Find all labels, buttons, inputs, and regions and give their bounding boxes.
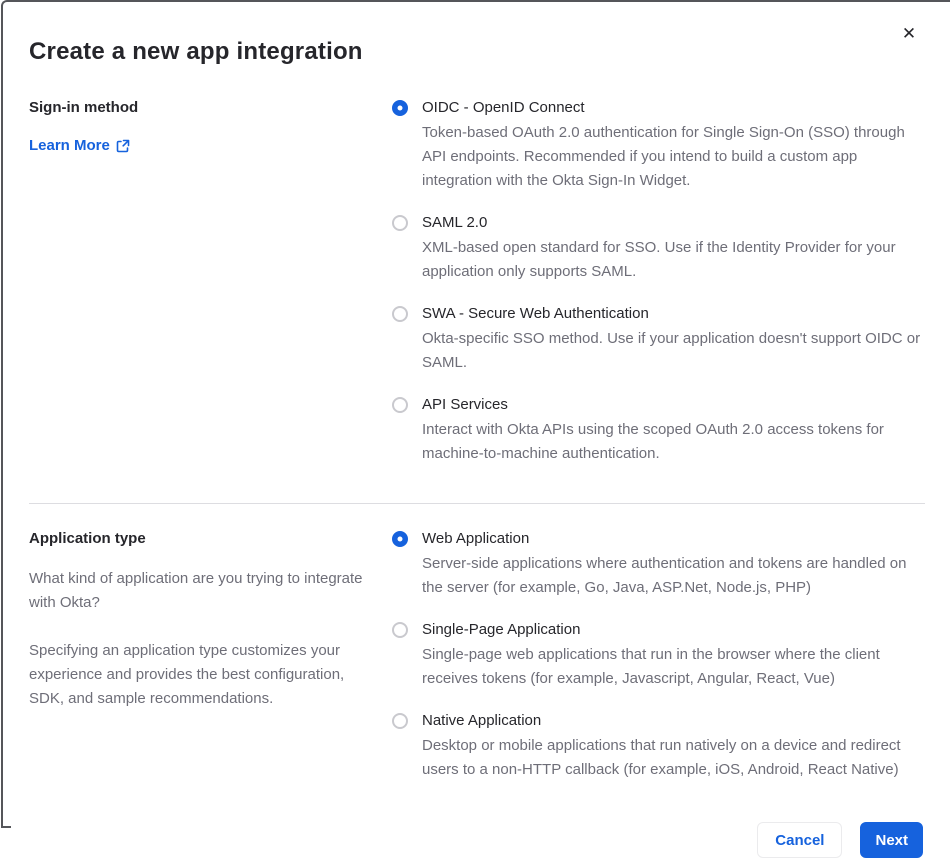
option-single-page-application-description: Single-page web applications that run in the browser where the client receives tokens (for example, Javascript, Angular, React, Vue) [422,646,880,687]
option-native-application[interactable] [392,710,925,782]
option-single-page-application[interactable] [392,619,925,691]
radio-swa[interactable] [392,306,408,322]
option-api-services-label[interactable]: API Services [422,396,508,413]
radio-native-application[interactable] [392,713,408,729]
option-saml[interactable] [392,212,925,284]
option-api-services[interactable] [392,394,925,466]
create-app-integration-dialog [1,0,950,849]
signin-method-options [392,97,925,466]
application-type-label: Application type [29,530,146,547]
option-saml-label[interactable]: SAML 2.0 [422,214,488,231]
option-swa-label[interactable]: SWA - Secure Web Authentication [422,305,649,322]
cancel-button[interactable]: Cancel [757,822,842,858]
option-native-application-label[interactable]: Native Application [422,712,542,729]
radio-saml[interactable] [392,215,408,231]
signin-method-left-column [29,97,366,466]
signin-method-label: Sign-in method [29,99,139,116]
option-native-application-description: Desktop or mobile applications that run natively on a device and redirect users to a non-HTTP callback (for example, iOS, Android, React Native) [422,737,901,778]
radio-single-page-application[interactable] [392,622,408,638]
page-title: Create a new app integration [29,38,363,65]
dialog-footer [29,822,925,858]
application-type-description-1: What kind of application are you trying to integrate with Okta? [29,570,363,611]
learn-more-link[interactable] [29,137,130,154]
close-icon[interactable]: ✕ [897,22,921,46]
application-type-options [392,528,925,782]
application-type-section [29,528,925,782]
option-oidc-label[interactable]: OIDC - OpenID Connect [422,99,585,116]
dialog-header [29,2,925,66]
application-type-description-2: Specifying an application type customizes your experience and provides the best configuration, SDK, and sample recommendations. [29,642,345,707]
radio-oidc[interactable] [392,100,408,116]
next-button[interactable]: Next [860,822,923,858]
radio-api-services[interactable] [392,397,408,413]
option-web-application[interactable] [392,528,925,600]
option-web-application-description: Server-side applications where authentication and tokens are handled on the server (for example, Go, Java, ASP.Net, Node.js, PHP) [422,555,907,596]
section-divider [29,503,925,504]
application-type-left-column [29,528,366,782]
option-api-services-description: Interact with Okta APIs using the scoped OAuth 2.0 access tokens for machine-to-machine authentication. [422,421,884,462]
option-web-application-label[interactable]: Web Application [422,530,530,547]
learn-more-label: Learn More [29,137,110,154]
radio-web-application[interactable] [392,531,408,547]
option-oidc[interactable] [392,97,925,193]
external-link-icon [116,139,130,153]
option-swa-description: Okta-specific SSO method. Use if your application doesn't support OIDC or SAML. [422,330,921,371]
option-single-page-application-label[interactable]: Single-Page Application [422,621,581,638]
option-oidc-description: Token-based OAuth 2.0 authentication for Single Sign-On (SSO) through API endpoints. Recommended if you intend to build a custom app integration with the Okta Sign-In Widget. [422,124,905,189]
option-saml-description: XML-based open standard for SSO. Use if the Identity Provider for your application only supports SAML. [422,239,896,280]
signin-method-section [29,97,925,466]
option-swa[interactable] [392,303,925,375]
